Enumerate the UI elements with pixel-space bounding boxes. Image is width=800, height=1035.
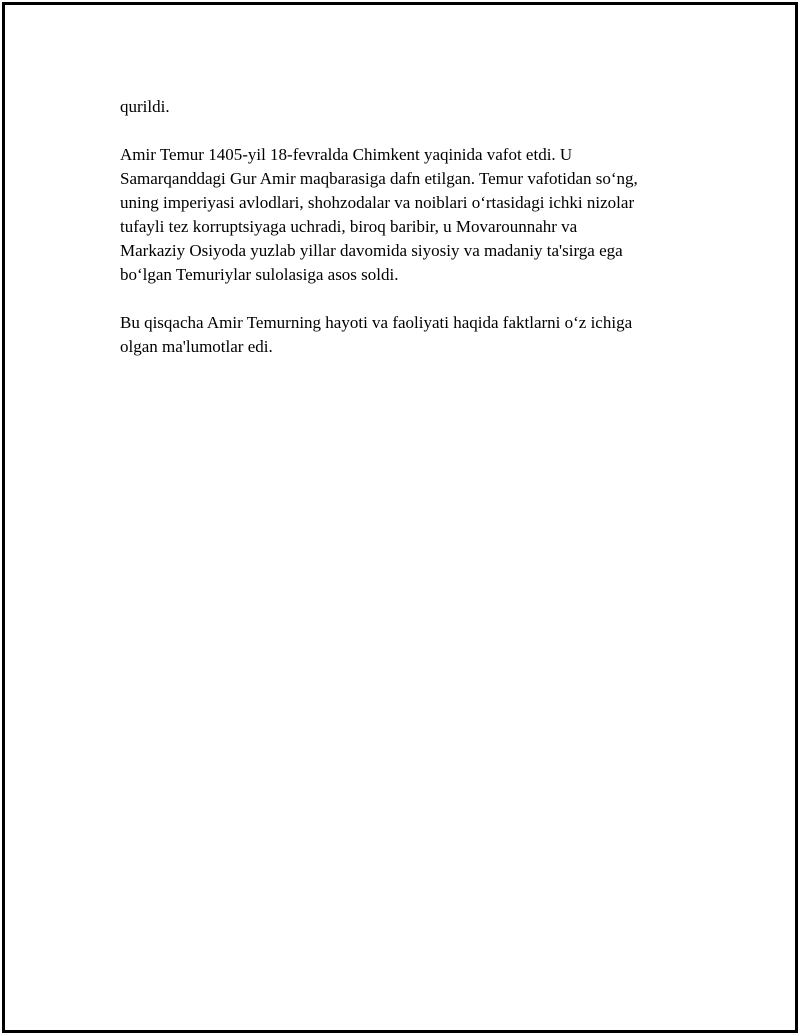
text-line: uning imperiyasi avlodlari, shohzodalar va noiblari o‘rtasidagi ichki nizolar	[120, 193, 635, 212]
text-line: Amir Temur 1405-yil 18-fevralda Chimkent yaqinida vafot etdi. U	[120, 145, 573, 164]
paragraph-summary	[120, 311, 700, 359]
text-line: Samarqanddagi Gur Amir maqbarasiga dafn etilgan. Temur vafotidan so‘ng,	[120, 169, 638, 188]
text-line: olgan ma'lumotlar edi.	[120, 337, 273, 356]
paragraph-spacer	[120, 287, 700, 311]
text-line: Bu qisqacha Amir Temurning hayoti va faoliyati haqida faktlarni o‘z ichiga	[120, 313, 633, 332]
text-line: qurildi.	[120, 97, 170, 116]
paragraph-spacer	[120, 119, 700, 143]
paragraph-continuation	[120, 95, 700, 119]
paragraph-death-of-temur	[120, 143, 700, 287]
text-line: bo‘lgan Temuriylar sulolasiga asos soldi.	[120, 265, 399, 284]
document-body	[120, 95, 700, 359]
text-line: Markaziy Osiyoda yuzlab yillar davomida siyosiy va madaniy ta'sirga ega	[120, 241, 623, 260]
document-page	[2, 2, 798, 1033]
text-line: tufayli tez korruptsiyaga uchradi, biroq baribir, u Movarounnahr va	[120, 217, 578, 236]
